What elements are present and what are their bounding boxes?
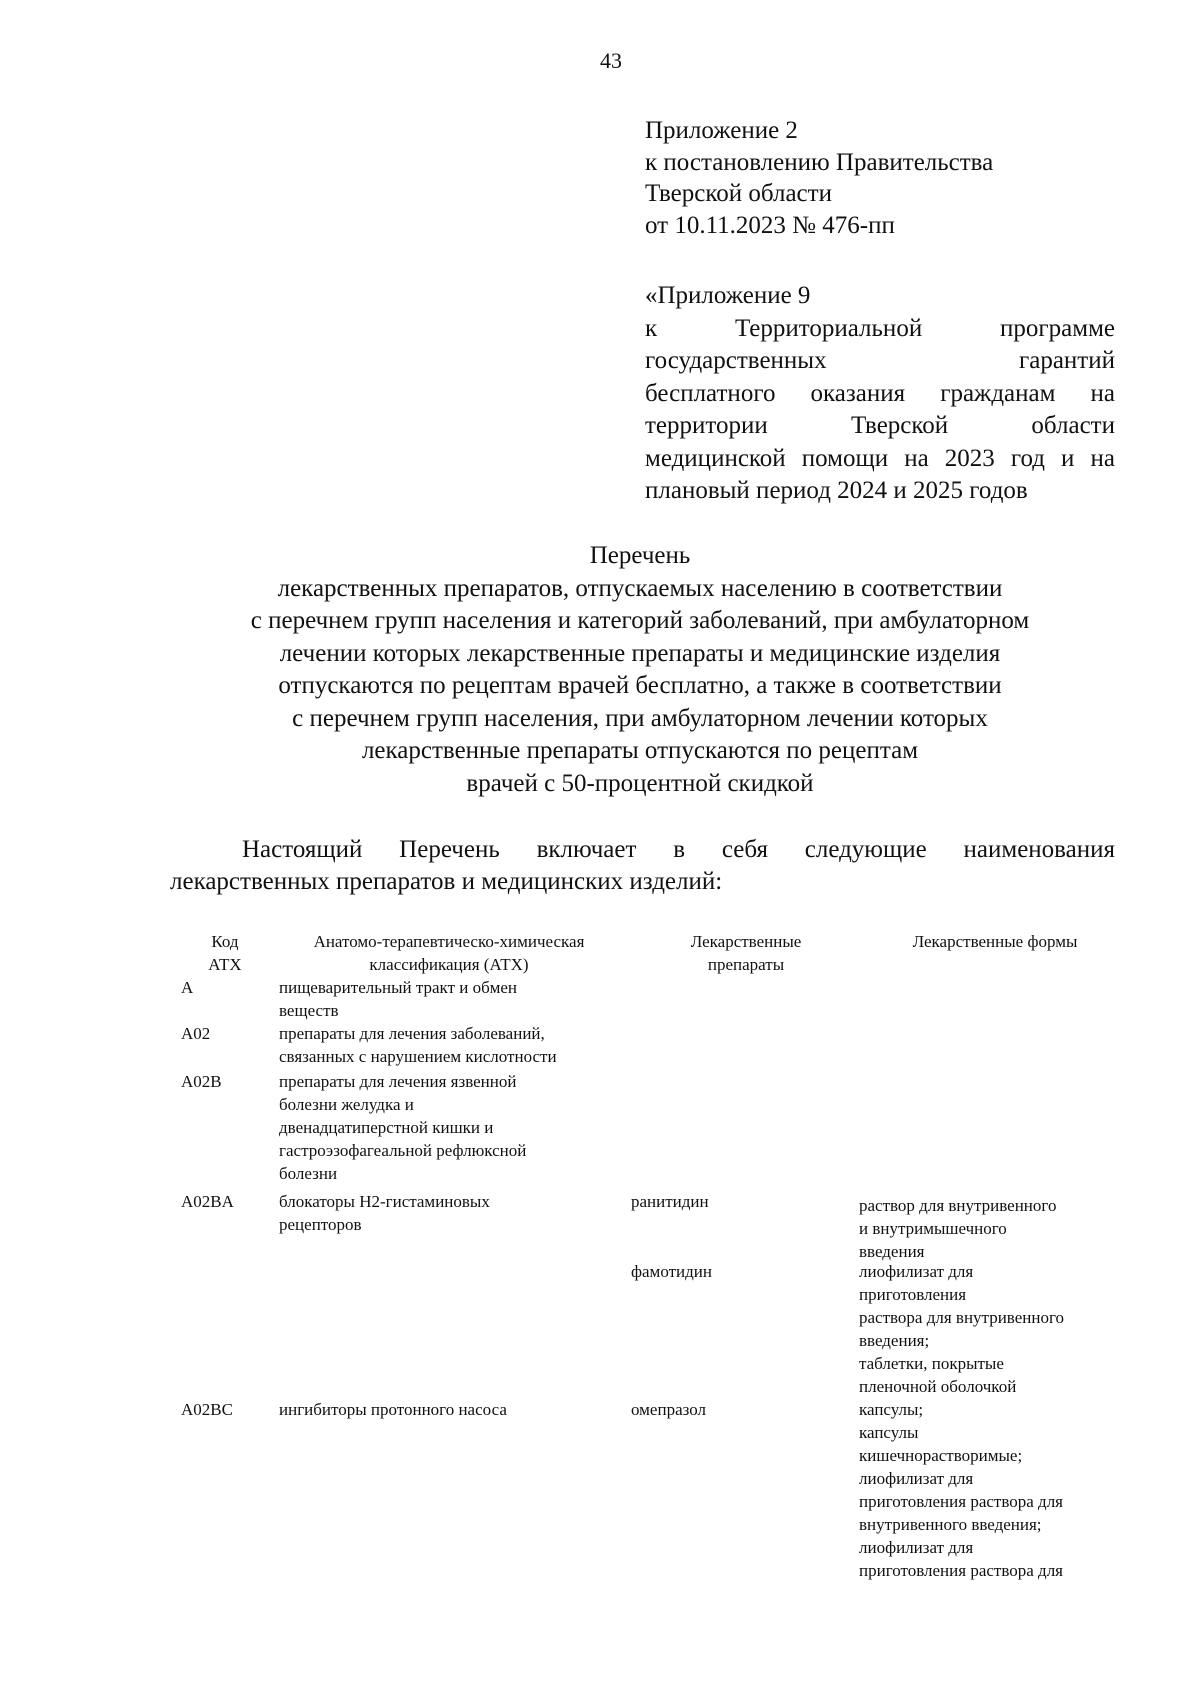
- approval-block: [645, 115, 1115, 241]
- drug-name: омепразол: [631, 1400, 706, 1419]
- form-line: введения: [859, 1242, 925, 1261]
- classification-line: блокаторы Н2-гистаминовых: [279, 1192, 490, 1211]
- form-line: лиофилизат для: [859, 1469, 974, 1488]
- form-line: пленочной оболочкой: [859, 1377, 1017, 1396]
- classification-line: двенадцатиперстной кишки и: [279, 1118, 494, 1137]
- classification-line: гастроэзофагеальной рефлюксной: [279, 1141, 527, 1160]
- atc-code: A02BA: [181, 1192, 234, 1211]
- classification-line: ингибиторы протонного насоса: [279, 1400, 507, 1419]
- approval-line: Тверской области: [645, 180, 832, 207]
- form-line: приготовления раствора для: [859, 1492, 1063, 1511]
- dosage-forms: [859, 1398, 1129, 1582]
- appendix-block: [645, 280, 1115, 508]
- classification-line: рецепторов: [279, 1215, 362, 1234]
- page-number: 43: [600, 48, 622, 73]
- form-line: лиофилизат для: [859, 1262, 974, 1281]
- appendix-line: плановый период 2024 и 2025 годов: [645, 477, 1028, 504]
- classification-line: болезни: [279, 1164, 338, 1183]
- form-line: введения;: [859, 1331, 930, 1350]
- header-code-line: АТХ: [208, 955, 242, 974]
- atc-classification: [279, 976, 609, 1022]
- heading-line: лекарственные препараты отпускаются по рецептам: [361, 737, 919, 764]
- form-line: капсулы;: [859, 1400, 924, 1419]
- dosage-forms: [859, 1194, 1129, 1263]
- header-code: [175, 930, 275, 976]
- heading-line: с перечнем групп населения и категорий заболеваний, при амбулаторном: [250, 607, 1030, 634]
- form-line: таблетки, покрытые: [859, 1354, 1004, 1373]
- classification-line: пищеварительный тракт и обмен: [279, 978, 517, 997]
- classification-line: препараты для лечения язвенной: [279, 1072, 517, 1091]
- approval-line: к постановлению Правительства: [645, 148, 994, 176]
- classification-line: связанных с нарушением кислотности: [279, 1047, 557, 1066]
- form-line: приготовления: [859, 1285, 967, 1304]
- header-code-line: Код: [211, 932, 239, 951]
- heading-line: врачей с 50-процентной скидкой: [466, 769, 814, 797]
- document-heading: [140, 540, 1140, 800]
- intro-line: Настоящий Перечень включает в себя следующие наименования: [242, 836, 1115, 863]
- form-line: лиофилизат для: [859, 1538, 974, 1557]
- atc-code: A02BC: [181, 1400, 233, 1419]
- approval-line: от 10.11.2023 № 476-пп: [645, 211, 895, 239]
- classification-line: болезни желудка и: [279, 1095, 414, 1114]
- intro-paragraph: [170, 834, 1115, 898]
- heading-line: с перечнем групп населения, при амбулаторном лечении которых: [292, 704, 988, 732]
- appendix-line: медицинской помощи на 2023 год и на: [645, 444, 1115, 472]
- header-forms-line: Лекарственные формы: [912, 932, 1078, 951]
- form-line: кишечнорастворимые;: [859, 1446, 1023, 1465]
- header-drugs-line: препараты: [707, 955, 785, 974]
- appendix-line: к Территориальной программе: [645, 314, 1115, 342]
- classification-line: препараты для лечения заболеваний,: [279, 1024, 545, 1043]
- atc-classification: [279, 1022, 609, 1068]
- form-line: капсулы: [859, 1423, 919, 1442]
- drug-name: фамотидин: [631, 1262, 712, 1281]
- appendix-line: государственных гарантий: [645, 347, 1115, 374]
- header-drugs-line: Лекарственные: [690, 932, 802, 951]
- heading-line: отпускаются по рецептам врачей бесплатно, а также в соответствии: [278, 672, 1002, 699]
- form-line: и внутримышечного: [859, 1219, 1007, 1238]
- form-line: внутривенного введения;: [859, 1515, 1042, 1534]
- heading-line: лекарственных препаратов, отпускаемых населению в соответствии: [277, 574, 1003, 602]
- approval-line: Приложение 2: [645, 117, 798, 144]
- intro-line: лекарственных препаратов и медицинских изделий:: [170, 868, 723, 895]
- header-classification: [279, 930, 619, 976]
- header-forms: [865, 930, 1125, 953]
- header-drugs: [641, 930, 851, 976]
- appendix-line: «Приложение 9: [645, 282, 811, 309]
- atc-code: А: [181, 978, 194, 997]
- atc-classification: [279, 1190, 609, 1236]
- dosage-forms: [859, 1260, 1129, 1398]
- appendix-line: территории Тверской области: [645, 412, 1115, 439]
- appendix-line: бесплатного оказания гражданам на: [645, 379, 1115, 407]
- atc-classification: [279, 1398, 609, 1421]
- heading-line: лечении которых лекарственные препараты и медицинские изделия: [279, 639, 1001, 667]
- form-line: приготовления раствора для: [859, 1561, 1063, 1580]
- classification-line: веществ: [279, 1001, 339, 1020]
- atc-code: A02B: [181, 1072, 222, 1091]
- atc-code: A02: [181, 1024, 211, 1043]
- form-line: раствора для внутривенного: [859, 1308, 1065, 1327]
- form-line: раствор для внутривенного: [859, 1196, 1057, 1215]
- atc-classification: [279, 1070, 609, 1185]
- heading-title: Перечень: [589, 542, 691, 569]
- drug-name: ранитидин: [631, 1192, 709, 1211]
- header-classification-line: классификация (АТХ): [369, 955, 529, 974]
- header-classification-line: Анатомо-терапевтическо-химическая: [313, 932, 585, 951]
